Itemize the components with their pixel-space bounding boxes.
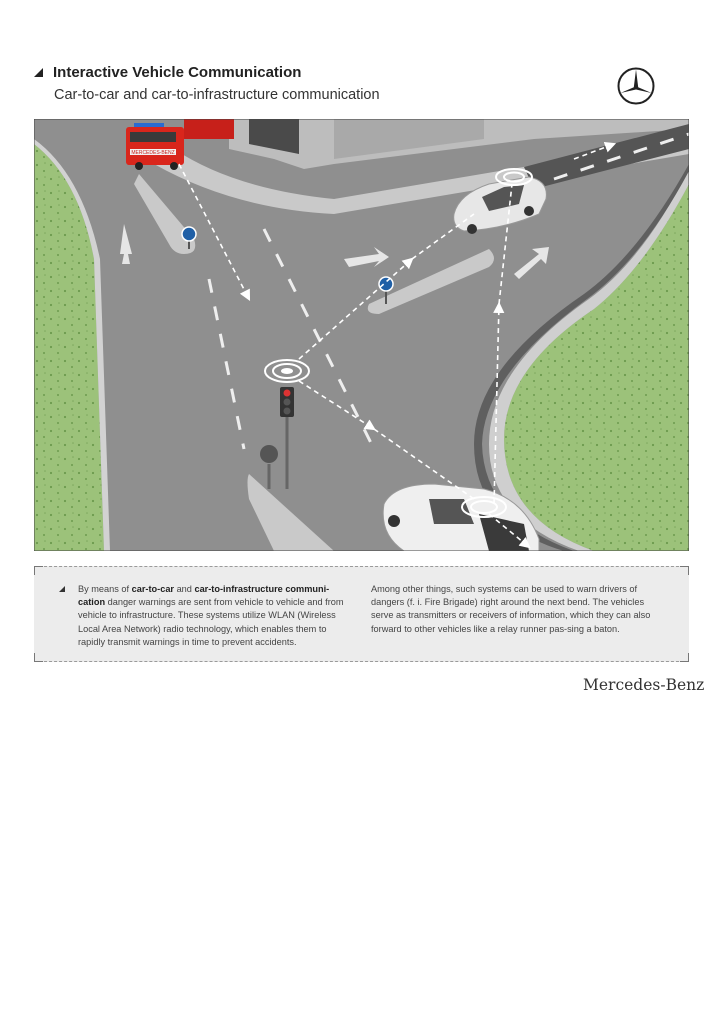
caption-triangle-icon xyxy=(59,586,65,592)
caption-bold-term: car-to-infrastructure communi-cation xyxy=(78,584,330,608)
caption-column-2: Among other things, such systems can be used to warn drivers of dangers (f. i. Fire Brigade) right around the next bend. The vehicles serve as transmitters or receivers of information, which they can also forward to other vehicles like a relay runner pas-sing a baton. xyxy=(371,584,651,634)
caption-column-1 xyxy=(78,583,353,649)
svg-text:MERCEDES-BENZ: MERCEDES-BENZ xyxy=(131,150,175,156)
caption-bold-term: car-to-car xyxy=(131,584,175,594)
mercedes-star-logo-icon xyxy=(616,66,656,106)
page-subtitle: Car-to-car and car-to-infrastructure communication xyxy=(54,87,380,103)
title-row xyxy=(34,64,380,81)
corner-mark xyxy=(680,653,689,662)
caption-text: danger warnings are sent from vehicle to vehicle and from vehicle to infrastructure. These systems utilize WLAN (Wireless Local Area Network) radio technology, which enables them to rapidly transmit warnings in time to prevent accidents. xyxy=(78,597,344,647)
caption-dashed-bottom xyxy=(34,661,689,662)
corner-mark xyxy=(34,653,43,662)
caption-text: By means of xyxy=(78,584,132,594)
page-title: Interactive Vehicle Communication xyxy=(53,64,302,81)
title-triangle-icon xyxy=(34,68,43,77)
caption-dashed-top xyxy=(34,566,689,567)
intersection-illustration xyxy=(34,119,689,551)
corner-mark xyxy=(34,566,43,575)
caption-box xyxy=(34,566,689,662)
corner-mark xyxy=(680,566,689,575)
brand-wordmark: Mercedes-Benz xyxy=(583,676,705,694)
header xyxy=(34,64,380,103)
caption-text: and xyxy=(174,584,195,594)
